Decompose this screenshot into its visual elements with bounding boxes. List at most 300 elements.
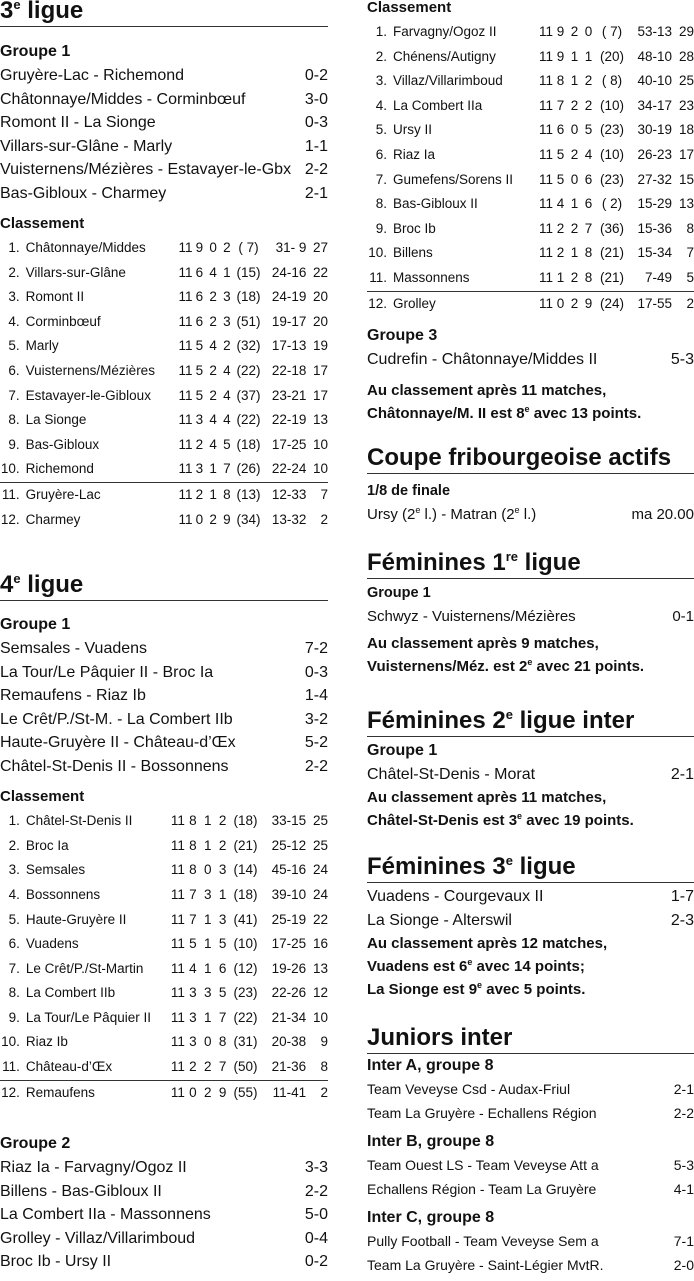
standing-drawn: 1 <box>570 196 579 212</box>
standing-played: 11 <box>178 264 193 280</box>
group-label: Groupe 1 <box>0 616 71 634</box>
standing-drawn: 2 <box>570 220 579 236</box>
standing-rank: 8. <box>375 196 387 212</box>
standing-drawn: 2 <box>209 362 217 378</box>
standing-team: La Sionge <box>25 412 87 428</box>
standing-team: Broc Ia <box>25 837 69 853</box>
standing-rank: 11. <box>2 1059 20 1075</box>
table-row <box>0 1081 328 1106</box>
standing-team: Le Crêt/P./St-Martin <box>25 960 144 976</box>
standing-drawn: 1 <box>203 911 212 927</box>
standing-lost: 8 <box>223 486 231 502</box>
standing-goals: 17-13 <box>271 338 307 354</box>
standing-goals: 17-25 <box>271 936 307 952</box>
standing-rank: 6. <box>8 362 20 378</box>
standing-penalty: (22) <box>233 1009 258 1025</box>
match-list <box>0 1156 328 1274</box>
standing-won: 2 <box>189 1059 197 1075</box>
standing-drawn: 0 <box>203 1034 212 1050</box>
standing-lost: 5 <box>223 436 231 452</box>
standing-team: Château-d’Œx <box>25 1059 113 1075</box>
standing-penalty: (10) <box>599 146 624 162</box>
standing-goals: 21-34 <box>271 1009 307 1025</box>
standing-won: 2 <box>195 436 204 452</box>
match-teams: Pully Football - Team Veveyse Sem a <box>367 1233 599 1250</box>
standing-team: Charmey <box>25 511 81 527</box>
match-teams: Semsales - Vuadens <box>0 640 148 658</box>
standing-goals: 15-29 <box>637 196 672 212</box>
match-score: 1-7 <box>670 888 694 906</box>
match-teams: Villars-sur-Glâne - Marly <box>0 137 173 155</box>
standing-penalty: (51) <box>236 313 261 329</box>
standing-lost: 2 <box>218 837 227 853</box>
standing-penalty: (24) <box>599 295 624 311</box>
table-row <box>0 932 328 957</box>
standing-points: 7 <box>686 245 694 261</box>
standing-rank: 11. <box>1 486 20 502</box>
standing-points: 10 <box>312 1009 328 1025</box>
standing-drawn: 1 <box>203 960 212 976</box>
standing-goals: 25-12 <box>271 837 307 853</box>
standing-drawn: 2 <box>209 289 217 305</box>
match-teams: Echallens Région - Team La Gruyère <box>367 1180 597 1197</box>
standing-team: Bas-Gibloux <box>25 436 100 452</box>
title-sup: e <box>13 0 21 12</box>
standing-lost: 4 <box>223 387 231 403</box>
standing-drawn: 1 <box>203 1009 212 1025</box>
standing-team: Villars-sur-Glâne <box>25 264 126 280</box>
standing-rank: 4. <box>8 886 20 902</box>
standing-note <box>367 632 694 678</box>
match-score: 0-2 <box>304 1253 328 1271</box>
match-teams: Châtel-St-Denis II - Bossonnens <box>0 757 229 775</box>
standing-won: 5 <box>195 362 204 378</box>
match-teams: Broc Ib - Ursy II <box>0 1253 112 1271</box>
standing-goals: 53-13 <box>637 24 672 39</box>
table-row <box>0 508 328 533</box>
standing-penalty: (23) <box>599 122 624 138</box>
match-score: 2-3 <box>670 911 694 929</box>
standing-rank: 12. <box>1 1084 20 1100</box>
standing-team: Bossonnens <box>25 886 101 902</box>
match-row <box>0 1203 328 1227</box>
match-score: 5-0 <box>304 1206 328 1224</box>
standing-rank: 6. <box>8 936 20 952</box>
match-row <box>0 88 328 112</box>
standing-team: Remaufens <box>25 1084 95 1100</box>
note-text: avec 14 points; <box>472 958 585 976</box>
standing-team: Broc Ib <box>393 220 436 236</box>
table-row <box>0 236 328 261</box>
standing-rank: 2. <box>8 837 20 853</box>
note-text: Châtel-St-Denis est 3 <box>367 812 518 830</box>
title-sup: re <box>505 549 519 565</box>
standing-won: 4 <box>556 196 565 212</box>
match-score: 7-2 <box>304 640 328 658</box>
standing-drawn: 2 <box>209 387 217 403</box>
standing-played: 11 <box>178 412 193 428</box>
standing-penalty: (18) <box>233 813 258 829</box>
standing-won: 5 <box>556 171 565 187</box>
standing-lost: 3 <box>223 289 231 305</box>
note-sup: e <box>524 403 530 414</box>
standing-drawn: 0 <box>570 122 579 138</box>
standing-played: 11 <box>538 220 553 236</box>
standing-goals: 30-19 <box>637 122 672 138</box>
standing-points: 8 <box>686 220 694 236</box>
match-teams: Gruyère-Lac - Richemond <box>0 67 185 84</box>
match-score: 0-4 <box>304 1229 328 1247</box>
section-title-feminines-2 <box>367 708 694 737</box>
standing-lost: 9 <box>223 511 231 527</box>
standing-goals: 25-19 <box>271 911 307 927</box>
standing-drawn: 0 <box>209 240 217 255</box>
standing-rank: 8. <box>8 412 20 428</box>
match-row <box>367 1154 694 1178</box>
match-score: 5-2 <box>304 734 328 752</box>
standing-played: 11 <box>170 862 185 878</box>
title-number: 4 <box>0 571 14 599</box>
table-row <box>0 261 328 286</box>
standing-drawn: 3 <box>203 886 212 902</box>
standing-rank: 7. <box>8 960 20 976</box>
standing-won: 8 <box>189 837 197 853</box>
standing-penalty: ( 2) <box>601 196 623 212</box>
standing-played: 11 <box>538 48 553 64</box>
standing-penalty: (23) <box>599 171 624 187</box>
standing-drawn: 1 <box>570 48 579 64</box>
standing-lost: 1 <box>584 48 593 64</box>
table-row <box>367 168 694 193</box>
standing-lost: 7 <box>218 1059 227 1075</box>
match-score: 5-3 <box>673 1157 694 1174</box>
match-list <box>0 64 328 205</box>
match-row <box>0 64 328 88</box>
classement-label: Classement <box>0 788 85 806</box>
note-line <box>367 655 694 678</box>
standing-team: Châtel-St-Denis II <box>25 813 133 829</box>
match-teams: Billens - Bas-Gibloux II <box>0 1182 162 1200</box>
standing-won: 6 <box>195 313 204 329</box>
match-row <box>367 1178 694 1202</box>
match-teams: Bas-Gibloux - Charmey <box>0 184 167 202</box>
note-text: Vuadens est 6 <box>367 958 468 976</box>
table-row <box>0 384 328 409</box>
standing-won: 7 <box>556 97 565 113</box>
standing-drawn: 4 <box>209 412 217 428</box>
match-row <box>0 111 328 135</box>
match-teams: Châtel-St-Denis - Morat <box>367 765 536 783</box>
match-score: 0-3 <box>304 114 328 131</box>
standing-played: 11 <box>170 985 185 1001</box>
note-line: Au classement après 11 matches, <box>367 381 607 399</box>
group-label: Groupe 1 <box>367 741 438 759</box>
table-row <box>0 1055 328 1081</box>
standing-lost: 2 <box>223 240 231 255</box>
standing-goals: 27-32 <box>637 171 672 187</box>
standing-played: 11 <box>170 1084 185 1100</box>
standing-penalty: (21) <box>599 269 624 285</box>
note-text: Vuisternens/Méz. est 2 <box>367 657 528 675</box>
standing-drawn: 0 <box>203 862 212 878</box>
standing-points: 17 <box>678 146 694 162</box>
standing-penalty: (31) <box>233 1034 258 1050</box>
match-teams: Le Crêt/P./St-M. - La Combert IIb <box>0 710 233 728</box>
title-rest: ligue <box>512 853 576 881</box>
standing-team: La Combert IIb <box>25 985 116 1001</box>
match-row <box>0 158 328 182</box>
standings-table <box>0 236 328 532</box>
standing-penalty: (37) <box>236 387 261 403</box>
table-row <box>0 457 328 483</box>
match-row <box>0 637 328 661</box>
match-score: 3-2 <box>304 710 328 728</box>
match-row <box>0 755 328 779</box>
note-line: Au classement après 12 matches, <box>367 935 608 953</box>
title-text: Féminines 2 <box>367 706 506 734</box>
standing-penalty: (41) <box>233 911 258 927</box>
standing-points: 8 <box>320 1059 328 1075</box>
standing-won: 6 <box>556 122 565 138</box>
standing-points: 18 <box>678 122 694 138</box>
standing-points: 13 <box>678 196 694 212</box>
standing-points: 2 <box>320 1084 328 1100</box>
standing-played: 11 <box>538 146 553 162</box>
title-rest: ligue <box>20 571 84 599</box>
standing-goals: 22-18 <box>271 362 307 378</box>
table-row <box>0 1030 328 1055</box>
standing-penalty: (21) <box>233 837 258 853</box>
table-row <box>0 359 328 384</box>
standing-team: Farvagny/Ogoz II <box>393 24 497 39</box>
match-row <box>367 503 694 527</box>
standing-played: 11 <box>178 387 193 403</box>
standing-lost: 2 <box>584 73 593 89</box>
standing-played: 11 <box>170 960 185 976</box>
standing-team: Estavayer-le-Gibloux <box>25 387 151 403</box>
standing-points: 13 <box>312 412 329 428</box>
standing-played: 11 <box>170 813 185 829</box>
match-score: 7-1 <box>673 1233 694 1250</box>
note-line <box>367 402 694 425</box>
standing-drawn: 2 <box>203 1084 212 1100</box>
match-list <box>367 1154 694 1201</box>
standing-goals: 15-36 <box>637 220 672 236</box>
standing-played: 11 <box>538 269 553 285</box>
standing-team: Vuadens <box>25 936 79 952</box>
standing-rank: 4. <box>8 313 20 329</box>
standing-points: 24 <box>312 862 328 878</box>
match-row <box>367 1102 694 1126</box>
standing-goals: 15-34 <box>637 245 672 261</box>
title-rest: ligue <box>518 549 581 577</box>
match-score: 2-1 <box>673 1081 694 1098</box>
standing-goals: 24-16 <box>271 264 307 280</box>
standing-team: Chénens/Autigny <box>393 48 496 64</box>
standing-penalty: (36) <box>599 220 624 236</box>
standing-won: 7 <box>189 911 197 927</box>
standing-points: 10 <box>312 436 329 452</box>
standing-played: 11 <box>178 511 193 527</box>
title-rest: ligue <box>20 0 84 24</box>
match-score: 2-1 <box>304 184 328 202</box>
match-score: 5-3 <box>670 351 694 369</box>
standing-points: 2 <box>320 511 329 527</box>
match-list <box>367 885 694 932</box>
match-row <box>367 348 694 372</box>
section-title-juniors: Juniors inter <box>367 1025 694 1054</box>
standing-rank: 6. <box>375 146 387 162</box>
note-text: Châtonnaye/M. II est 8 <box>367 404 525 422</box>
table-row <box>367 143 694 168</box>
standing-points: 17 <box>312 387 329 403</box>
standing-played: 11 <box>538 295 553 311</box>
standing-points: 7 <box>320 486 329 502</box>
standing-drawn: 3 <box>203 985 212 1001</box>
standing-played: 11 <box>538 196 553 212</box>
standing-played: 11 <box>178 289 193 305</box>
standing-points: 9 <box>320 1034 328 1050</box>
standing-played: 11 <box>538 245 553 261</box>
standing-played: 11 <box>178 486 193 502</box>
standing-lost: 5 <box>218 936 227 952</box>
note-text: avec 19 points. <box>522 812 634 830</box>
standing-won: 8 <box>556 73 565 89</box>
table-row <box>367 217 694 242</box>
standing-drawn: 2 <box>570 295 579 311</box>
match-teams <box>367 503 536 527</box>
table-row <box>367 45 694 70</box>
match-row <box>0 731 328 755</box>
match-sup: e <box>514 504 520 515</box>
standing-rank: 8. <box>8 985 20 1001</box>
note-text: avec 13 points. <box>529 404 642 422</box>
match-row <box>0 1180 328 1204</box>
standing-lost: 4 <box>584 146 593 162</box>
standing-won: 8 <box>189 862 197 878</box>
round-label: 1/8 de finale <box>367 482 451 499</box>
match-row <box>0 708 328 732</box>
standing-rank: 1. <box>375 24 387 39</box>
standing-won: 3 <box>189 1034 197 1050</box>
standing-team: Billens <box>393 245 433 261</box>
standing-rank: 10. <box>1 1034 20 1050</box>
match-row <box>367 1230 694 1254</box>
standing-rank: 7. <box>8 387 20 403</box>
standing-penalty: ( 8) <box>601 73 623 89</box>
standing-penalty: (34) <box>236 511 261 527</box>
match-text: l.) <box>519 505 537 523</box>
match-list <box>367 1078 694 1125</box>
standing-points: 24 <box>312 886 328 902</box>
standing-lost: 7 <box>584 220 593 236</box>
standing-points: 13 <box>312 960 328 976</box>
standing-points: 2 <box>686 295 694 311</box>
match-row <box>0 661 328 685</box>
standing-points: 25 <box>312 813 328 829</box>
standing-goals: 48-10 <box>637 48 672 64</box>
section-title-coupe: Coupe fribourgeoise actifs <box>367 445 694 474</box>
standing-rank: 3. <box>8 862 20 878</box>
standing-won: 0 <box>195 511 204 527</box>
classement-label: Classement <box>0 215 85 232</box>
standing-played: 11 <box>538 73 553 89</box>
table-row <box>0 1006 328 1031</box>
standing-team: Romont II <box>25 289 85 305</box>
standing-penalty: (50) <box>233 1059 258 1075</box>
standing-rank: 3. <box>375 73 387 89</box>
standing-drawn: 2 <box>209 511 217 527</box>
match-teams: Vuisternens/Mézières - Estavayer-le-Gbx <box>0 161 292 178</box>
table-row <box>0 981 328 1006</box>
standing-lost: 2 <box>584 97 593 113</box>
standing-won: 9 <box>556 24 565 39</box>
standing-team: Ursy II <box>393 122 432 138</box>
match-row <box>0 684 328 708</box>
standing-won: 5 <box>556 146 565 162</box>
standing-team: Marly <box>25 338 59 354</box>
standing-goals: 19-26 <box>271 960 307 976</box>
standing-goals: 19-17 <box>271 313 307 329</box>
match-row <box>0 182 328 206</box>
standing-penalty: (18) <box>236 436 261 452</box>
standing-played: 11 <box>170 837 185 853</box>
match-score: 0-1 <box>672 608 694 626</box>
standing-rank: 7. <box>375 171 387 187</box>
standing-penalty: (10) <box>233 936 258 952</box>
standing-drawn: 1 <box>203 936 212 952</box>
table-row <box>367 292 694 317</box>
match-teams: Schwyz - Vuisternens/Mézières <box>367 608 576 626</box>
standing-drawn: 1 <box>203 837 212 853</box>
standing-lost: 9 <box>218 1084 227 1100</box>
standing-rank: 10. <box>0 461 20 477</box>
standing-lost: 3 <box>218 911 227 927</box>
standing-points: 10 <box>312 461 329 477</box>
match-list <box>367 1230 694 1277</box>
group-label: Groupe 2 <box>0 1135 71 1153</box>
standing-points: 20 <box>312 289 329 305</box>
standing-points: 29 <box>678 24 694 39</box>
table-row <box>0 310 328 335</box>
standing-points: 28 <box>678 48 694 64</box>
standing-goals: 20-38 <box>271 1034 307 1050</box>
standing-rank: 10. <box>368 245 387 261</box>
match-row <box>367 909 694 933</box>
standing-penalty: (18) <box>233 886 258 902</box>
standing-points: 23 <box>678 97 694 113</box>
standing-note <box>367 786 694 832</box>
match-teams: Romont II - La Sionge <box>0 114 156 131</box>
table-row <box>367 266 694 292</box>
note-sup: e <box>517 811 523 822</box>
match-row <box>367 1078 694 1102</box>
standing-rank: 1. <box>8 240 20 255</box>
standing-goals: 12-33 <box>271 486 307 502</box>
standing-drawn: 0 <box>570 171 579 187</box>
match-list <box>0 637 328 778</box>
standing-rank: 5. <box>8 338 20 354</box>
standing-won: 7 <box>189 886 197 902</box>
standing-team: Massonnens <box>393 269 470 285</box>
match-row <box>367 763 694 787</box>
standing-played: 11 <box>170 1034 185 1050</box>
standing-team: Vuisternens/Mézières <box>25 362 155 378</box>
standing-lost: 1 <box>218 886 227 902</box>
standing-drawn: 4 <box>209 338 217 354</box>
match-teams: Team Ouest LS - Team Veveyse Att a <box>367 1157 599 1174</box>
table-row <box>0 483 328 508</box>
